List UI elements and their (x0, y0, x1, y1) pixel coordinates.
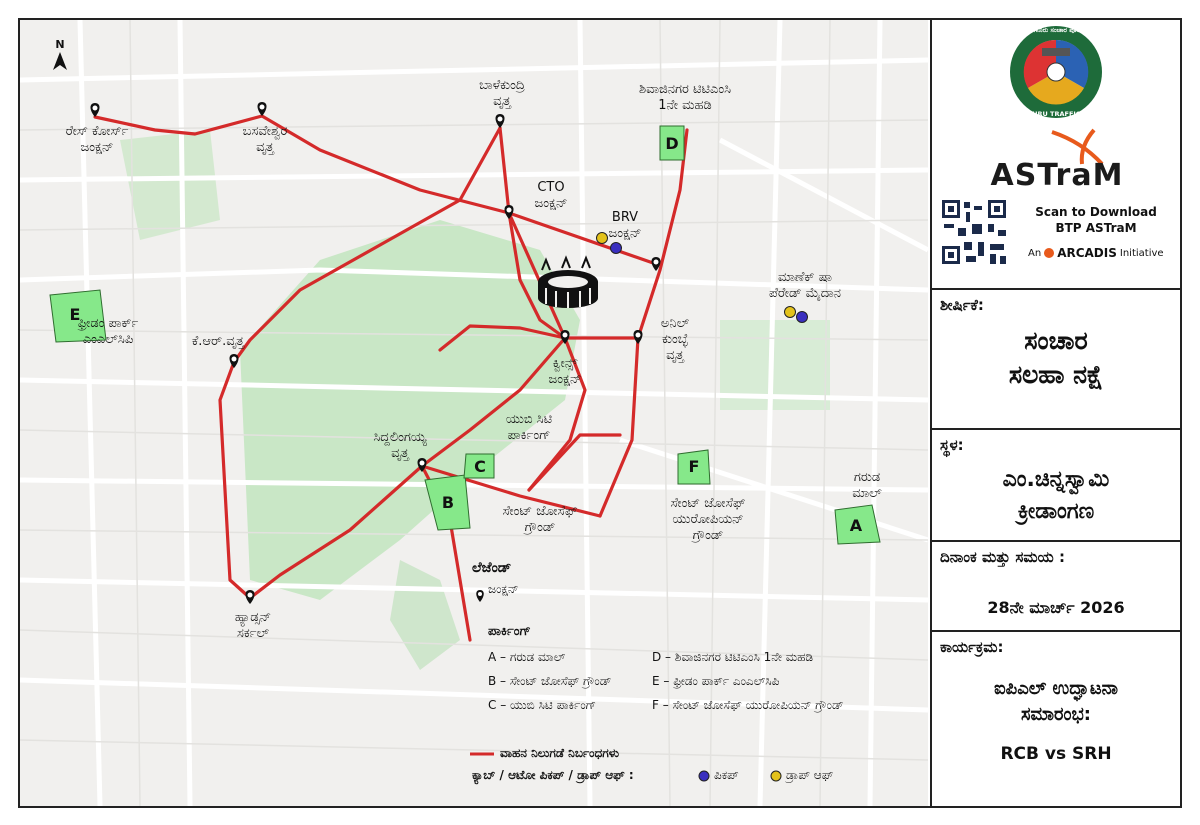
badge-text: BENGALURU TRAFFIC POLICE (1003, 110, 1109, 118)
label-freedom: ಫ್ರೀಡಂ ಪಾರ್ಕ್ ಎಂಎಲ್‌ಸಿಪಿ (77, 316, 139, 347)
event-match: RCB vs SRH (1000, 744, 1112, 764)
event-value: ಐಪಿಎಲ್ ಉದ್ಘಾಟನಾ ಸಮಾರಂಭ: (994, 678, 1118, 725)
qr-download-text: Scan to Download BTP ASTraM (1035, 205, 1157, 235)
label-race-course: ರೇಸ್ ಕೋರ್ಸ್ ಜಂಕ್ಷನ್ (65, 124, 129, 155)
place-value: ಎಂ.ಚಿನ್ನಸ್ವಾಮಿ ಕ್ರೀಡಾಂಗಣ (1002, 467, 1110, 524)
parking-letter-d: D (665, 134, 679, 153)
label-cto: CTO ಜಂಕ್ಷನ್ (534, 180, 568, 211)
parking-letter-a: A (849, 516, 863, 535)
label-basaveshwara: ಬಸವೇಶ್ವರ ವೃತ್ತ (242, 124, 288, 155)
initiative-prefix: An (1028, 247, 1042, 259)
traffic-map (20, 20, 928, 806)
date-section (932, 540, 1180, 630)
pickup-point-brv (611, 243, 622, 254)
info-panel (930, 20, 1180, 806)
parking-letter-e: E (69, 305, 81, 324)
parking-letter-c: C (474, 457, 486, 476)
initiative-line (1028, 246, 1178, 260)
legend-drop-label: ಡ್ರಾಪ್ ಆಫ್ (786, 768, 834, 782)
legend-junction-label: ಜಂಕ್ಷನ್ (488, 582, 519, 596)
event-label: ಕಾರ್ಯಕ್ರಮ: (940, 638, 1004, 656)
initiative-suffix: Initiative (1119, 247, 1164, 259)
legend-parking-c: C – ಯುಬಿ ಸಿಟಿ ಪಾರ್ಕಿಂಗ್ (488, 698, 597, 712)
initiative-brand: ARCADIS (1057, 246, 1117, 260)
place-section (932, 428, 1180, 558)
drop-point-parade (785, 307, 796, 318)
label-garuda: ಗರುಡ ಮಾಲ್ (852, 470, 882, 501)
label-hudson: ಹ್ಯಾಡ್ಸನ್ ಸರ್ಕಲ್ (234, 610, 272, 641)
legend-parking-e: E – ಫ್ರೀಡಂ ಪಾರ್ಕ್ ಎಂಎಲ್‌ಸಿಪಿ (652, 674, 780, 688)
qr-code-icon (940, 198, 1008, 266)
label-st-joseph: ಸೇಂಟ್ ಜೋಸೆಫ್ ಗ್ರೌಂಡ್ (502, 504, 578, 535)
legend-parking-d: D – ಶಿವಾಜಿನಗರ ಟಿಟಿಎಂಸಿ 1ನೇ ಮಹಡಿ (652, 650, 814, 664)
legend-parking-a: A – ಗರುಡ ಮಾಲ್ (488, 650, 566, 664)
legend-title: ಲೆಜೆಂಡ್ (472, 560, 512, 576)
legend-pickup-label: ಪಿಕಪ್ (714, 768, 739, 782)
place-label: ಸ್ಥಳ: (940, 436, 964, 454)
parking-letter-f: F (688, 457, 700, 476)
label-st-joseph-euro: ಸೇಂಟ್ ಜೋಸೆಫ್ ಯುರೋಪಿಯನ್ ಗ್ರೌಂಡ್ (670, 496, 746, 543)
date-value: 28ನೇ ಮಾರ್ಚ್ 2026 (987, 598, 1125, 617)
title-section (932, 288, 1180, 428)
title-label: ಶೀರ್ಷಿಕೆ: (940, 296, 984, 314)
label-ub-city: ಯುಬಿ ಸಿಟಿ ಪಾರ್ಕಿಂಗ್ (505, 412, 553, 443)
arcadis-logo-icon (1044, 248, 1054, 258)
btp-badge-icon (932, 20, 1180, 120)
label-kr: ಕೆ.ಆರ್.ವೃತ್ತ (191, 334, 245, 349)
pickup-point-parade (797, 312, 808, 323)
badge-top-text: ಬೆಂಗಳೂರು ಸಂಚಾರ ಪೊಲೀಸ್ (1023, 26, 1089, 34)
legend-pickup-swatch (699, 771, 709, 781)
label-balekundri: ಬಾಳೆಕುಂದ್ರಿ ವೃತ್ತ (479, 78, 525, 109)
legend-cab-label: ಕ್ಯಾಬ್ / ಆಟೋ ಪಿಕಪ್ / ಡ್ರಾಪ್ ಆಫ್ : (472, 768, 634, 782)
legend-restriction-label: ವಾಹನ ನಿಲುಗಡೆ ನಿರ್ಬಂಧಗಳು (500, 746, 620, 760)
title-value: ಸಂಚಾರ ಸಲಹಾ ನಕ್ಷೆ (1008, 326, 1104, 389)
legend-parking-b: B – ಸೇಂಟ್ ಜೋಸೆಫ್ ಗ್ರೌಂಡ್ (488, 674, 612, 688)
legend-drop-swatch (771, 771, 781, 781)
legend-parking-title: ಪಾರ್ಕಿಂಗ್ (488, 624, 531, 639)
label-manekshaw: ಮಾಣೆಕ್ ಷಾ ಪೆರೇಡ್ ಮೈದಾನ (769, 270, 841, 301)
event-section (932, 630, 1180, 806)
map-canvas (20, 20, 928, 806)
label-queens: ಕ್ವೀನ್ಸ್ ಜಂಕ್ಷನ್ (548, 356, 582, 387)
astram-logo: ASTraM (990, 158, 1124, 193)
label-shivajinagar: ಶಿವಾಜಿನಗರ ಟಿಟಿಎಂಸಿ 1ನೇ ಮಹಡಿ (638, 82, 732, 113)
label-anil-kumble: ಅನಿಲ್ ಕುಂಬ್ಳೆ ವೃತ್ತ (660, 316, 690, 363)
legend-parking-f: F – ಸೇಂಟ್ ಜೋಸೆಫ್ ಯುರೋಪಿಯನ್ ಗ್ರೌಂಡ್ (652, 698, 844, 712)
north-label: N (55, 38, 65, 51)
label-siddalingaiah: ಸಿದ್ದಲಿಂಗಯ್ಯ ವೃತ್ತ (373, 430, 427, 461)
date-label: ದಿನಾಂಕ ಮತ್ತು ಸಮಯ : (940, 548, 1065, 566)
parking-letter-b: B (441, 493, 455, 512)
label-brv: BRV ಜಂಕ್ಷನ್ (608, 210, 642, 241)
